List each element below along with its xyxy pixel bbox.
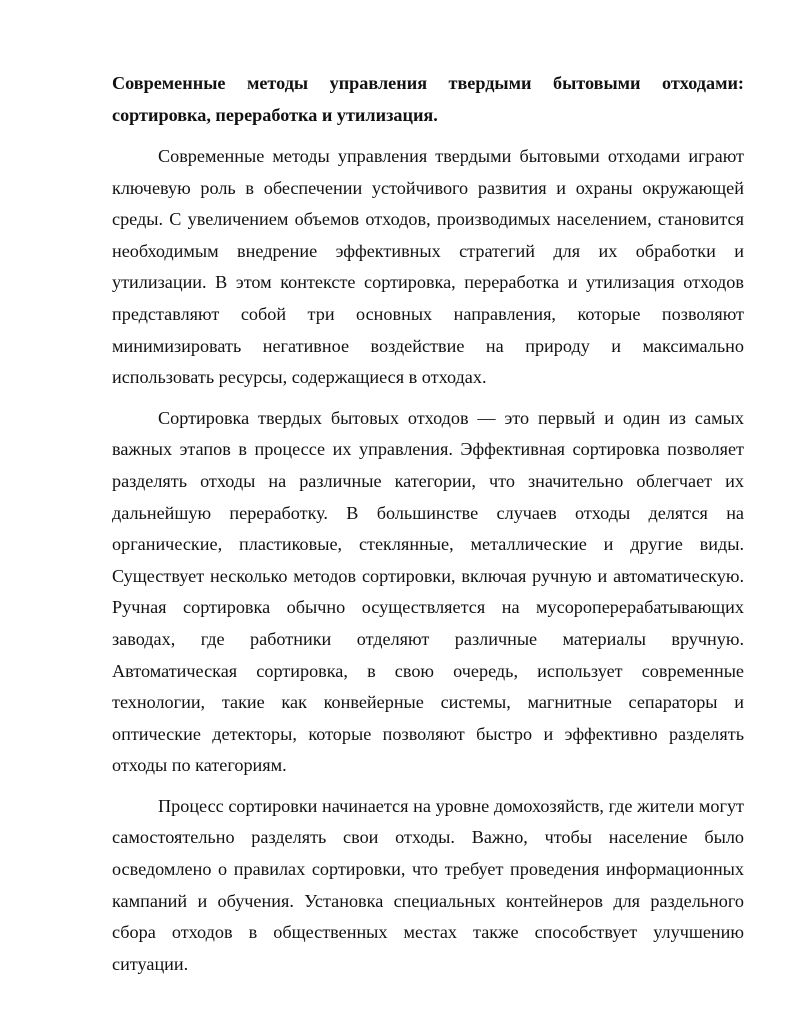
paragraph-sorting: Сортировка твердых бытовых отходов — это первый и один из самых важных этапов в процессе их управления. Эффективная сортировка позволяет разделять отходы на различные категории, что значительно облегчает их дальнейшую переработку. В большинстве случаев отходы делятся на органические, пластиковые, стеклянные, металлические и другие виды. Существует несколько методов сортировки, включая ручную и автоматическую. Ручная сортировка обычно осуществляется на мусороперерабатывающих заводах, где работники отделяют различные материалы вручную. Автоматическая сортировка, в свою очередь, использует современные технологии, такие как конвейерные системы, магнитные сепараторы и оптические детекторы, которые позволяют быстро и эффективно разделять отходы по категориям. <box>112 407 744 776</box>
paragraph-households: Процесс сортировки начинается на уровне домохозяйств, где жители могут самостоятельно разделять свои отходы. Важно, чтобы население было осведомлено о правилах сортировки, что требует проведения информационных кампаний и обучения. Установка специальных контейнеров для раздельного сбора отходов в общественных местах также способствует улучшению ситуации. <box>112 795 744 974</box>
paragraph-intro: Современные методы управления твердыми бытовыми отходами играют ключевую роль в обеспечении устойчивого развития и охраны окружающей среды. С увеличением объемов отходов, производимых населением, становится необходимым внедрение эффективных стратегий для их обработки и утилизации. В этом контексте сортировка, переработка и утилизация отходов представляют собой три основных направления, которые позволяют минимизировать негативное воздействие на природу и максимально использовать ресурсы, содержащиеся в отходах. <box>112 146 744 388</box>
document-page <box>112 68 744 980</box>
document-title: Современные методы управления твердыми бытовыми отходами: сортировка, переработка и утилизация. <box>112 73 744 125</box>
